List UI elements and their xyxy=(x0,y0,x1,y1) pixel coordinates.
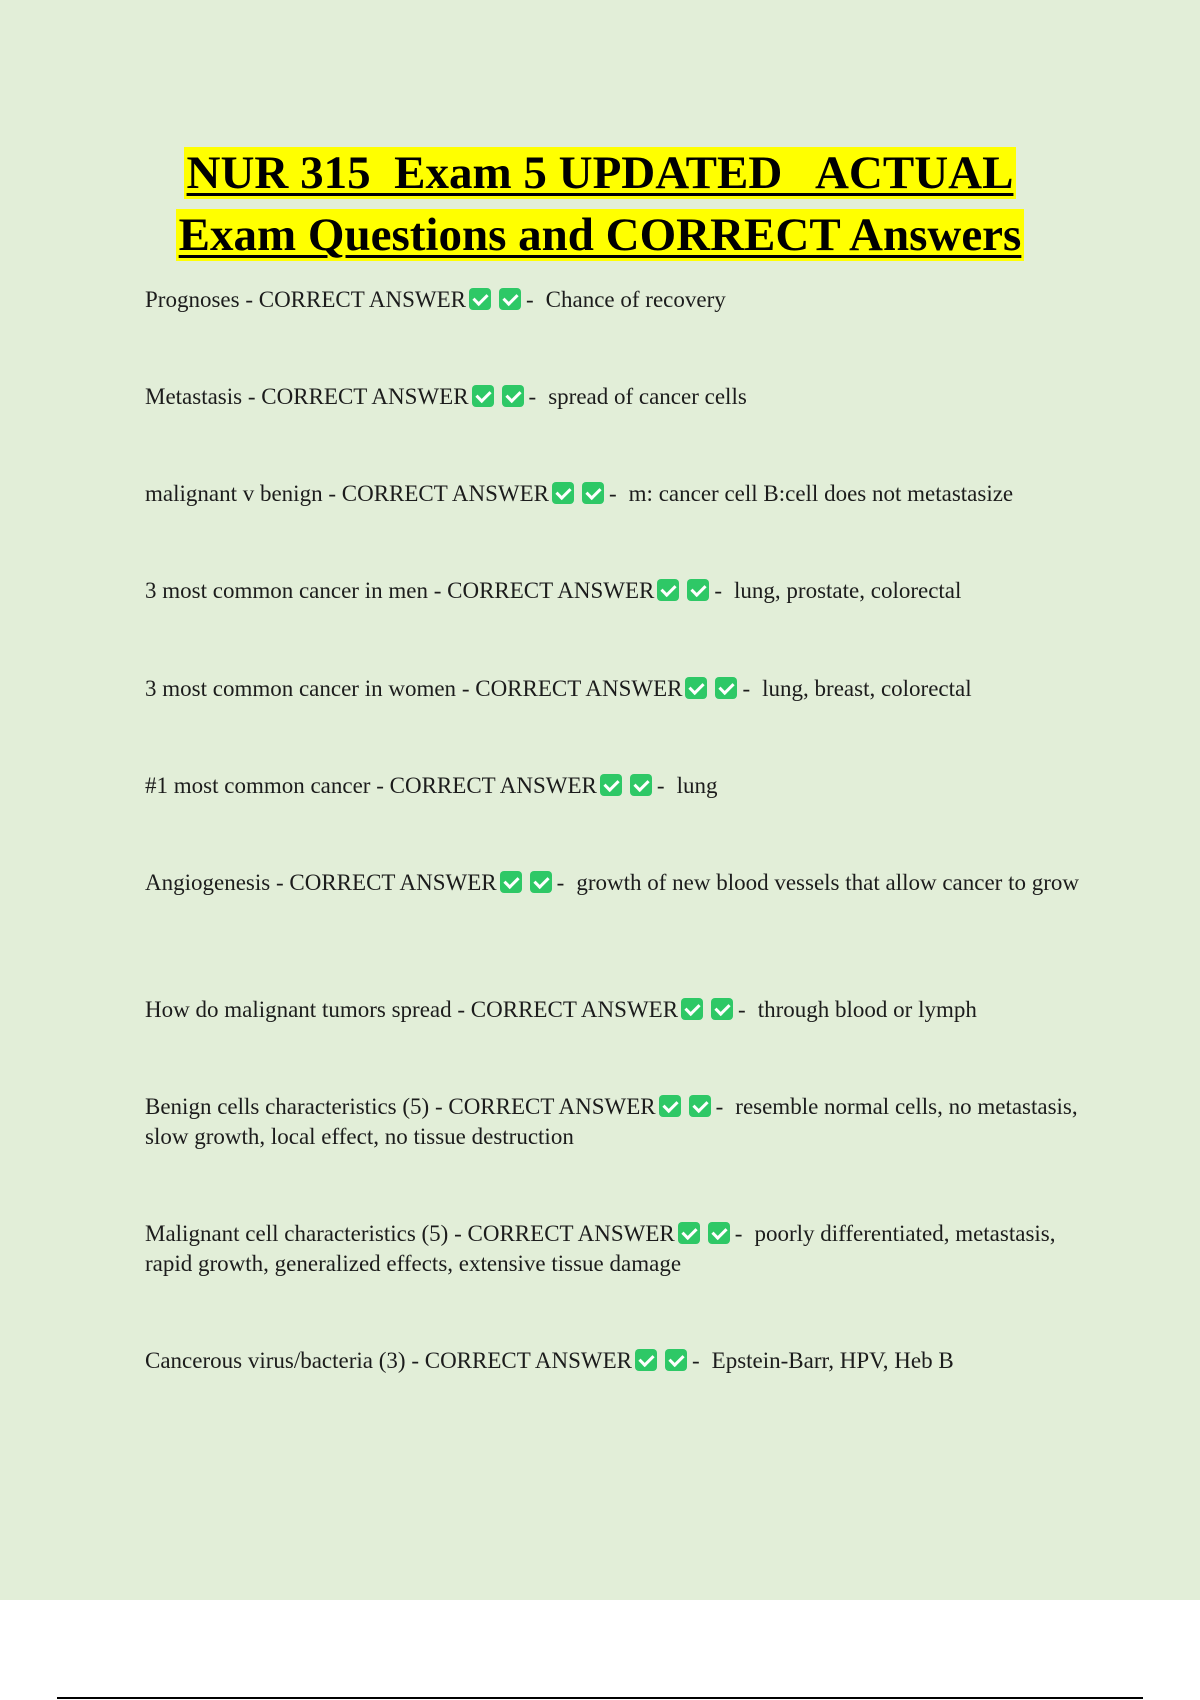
check-mark-icon xyxy=(665,1349,687,1371)
check-mark-icon xyxy=(499,288,521,310)
qa-question: Angiogenesis xyxy=(145,870,271,895)
qa-question: 3 most common cancer in men xyxy=(145,578,428,603)
check-mark-icon xyxy=(711,998,733,1020)
qa-item: Malignant cell characteristics (5) - CORRECT ANSWER - poorly differentiated, metastasis, rapid growth, generalized effects, extensive tissue damage xyxy=(145,1221,1056,1276)
qa-question: Metastasis xyxy=(145,384,243,409)
correct-answer-marker: CORRECT ANSWER xyxy=(389,773,597,798)
correct-answer-marker: CORRECT ANSWER xyxy=(467,1221,675,1246)
qa-answer: resemble normal cells, no metastasis, slow growth, local effect, no tissue destruction xyxy=(145,1094,1078,1149)
qa-item: #1 most common cancer - CORRECT ANSWER - lung xyxy=(145,773,718,798)
check-mark-icon xyxy=(687,579,709,601)
qa-answer: growth of new blood vessels that allow cancer to grow xyxy=(576,870,1079,895)
check-mark-icon xyxy=(582,482,604,504)
qa-question: Benign cells characteristics (5) xyxy=(145,1094,430,1119)
correct-answer-marker: CORRECT ANSWER xyxy=(261,384,469,409)
qa-answer: through blood or lymph xyxy=(757,997,977,1022)
correct-answer-marker: CORRECT ANSWER xyxy=(447,578,655,603)
correct-answer-marker: CORRECT ANSWER xyxy=(289,870,497,895)
qa-answer: lung, breast, colorectal xyxy=(762,676,972,701)
check-mark-icon xyxy=(502,385,524,407)
check-mark-icon xyxy=(708,1222,730,1244)
qa-answer: lung, prostate, colorectal xyxy=(734,578,962,603)
qa-question: Prognoses xyxy=(145,287,240,312)
qa-item: malignant v benign - CORRECT ANSWER - m: cancer cell B:cell does not metastasize xyxy=(145,481,1014,506)
qa-item: 3 most common cancer in women - CORRECT ANSWER - lung, breast, colorectal xyxy=(145,676,972,701)
check-mark-icon xyxy=(715,677,737,699)
check-mark-icon xyxy=(635,1349,657,1371)
qa-question: Malignant cell characteristics (5) xyxy=(145,1221,449,1246)
correct-answer-marker: CORRECT ANSWER xyxy=(341,481,549,506)
correct-answer-marker: CORRECT ANSWER xyxy=(424,1348,632,1373)
qa-item: How do malignant tumors spread - CORRECT ANSWER - through blood or lymph xyxy=(145,997,977,1022)
qa-question: malignant v benign xyxy=(145,481,323,506)
qa-answer: m: cancer cell B:cell does not metastasize xyxy=(628,481,1014,506)
qa-answer: Epstein-Barr, HPV, Heb B xyxy=(711,1348,954,1373)
correct-answer-marker: CORRECT ANSWER xyxy=(258,287,466,312)
document-title xyxy=(0,142,1200,266)
check-mark-icon xyxy=(657,579,679,601)
check-mark-icon xyxy=(678,1222,700,1244)
correct-answer-marker: CORRECT ANSWER xyxy=(470,997,679,1022)
title-line-1: NUR 315 Exam 5 UPDATED ACTUAL xyxy=(184,147,1017,199)
check-mark-icon xyxy=(500,871,522,893)
qa-answer: Chance of recovery xyxy=(545,287,726,312)
correct-answer-marker: CORRECT ANSWER xyxy=(475,676,683,701)
footer-divider xyxy=(57,1697,1143,1699)
check-mark-icon xyxy=(472,385,494,407)
check-mark-icon xyxy=(600,774,622,796)
check-mark-icon xyxy=(685,677,707,699)
qa-item: Benign cells characteristics (5) - CORRECT ANSWER - resemble normal cells, no metastasis, slow growth, local effect, no tissue destruction xyxy=(145,1094,1078,1149)
check-mark-icon xyxy=(552,482,574,504)
qa-item: 3 most common cancer in men - CORRECT ANSWER - lung, prostate, colorectal xyxy=(145,578,962,603)
check-mark-icon xyxy=(659,1095,681,1117)
qa-answer: spread of cancer cells xyxy=(548,384,747,409)
qa-item: Prognoses - CORRECT ANSWER - Chance of recovery xyxy=(145,287,726,312)
qa-question: Cancerous virus/bacteria (3) xyxy=(145,1348,406,1373)
title-line-2: Exam Questions and CORRECT Answers xyxy=(176,209,1025,261)
qa-question: How do malignant tumors spread xyxy=(145,997,452,1022)
check-mark-icon xyxy=(530,871,552,893)
qa-item: Cancerous virus/bacteria (3) - CORRECT ANSWER - Epstein-Barr, HPV, Heb B xyxy=(145,1348,954,1373)
qa-answer: lung xyxy=(676,773,718,798)
check-mark-icon xyxy=(630,774,652,796)
check-mark-icon xyxy=(469,288,491,310)
qa-answer: poorly differentiated, metastasis, rapid growth, generalized effects, extensive tissue damage xyxy=(145,1221,1056,1276)
check-mark-icon xyxy=(681,998,703,1020)
qa-item: Metastasis - CORRECT ANSWER - spread of cancer cells xyxy=(145,384,747,409)
correct-answer-marker: CORRECT ANSWER xyxy=(448,1094,656,1119)
qa-item: Angiogenesis - CORRECT ANSWER - growth of new blood vessels that allow cancer to grow xyxy=(145,870,1079,895)
check-mark-icon xyxy=(689,1095,711,1117)
qa-question: #1 most common cancer xyxy=(145,773,371,798)
qa-question: 3 most common cancer in women xyxy=(145,676,457,701)
